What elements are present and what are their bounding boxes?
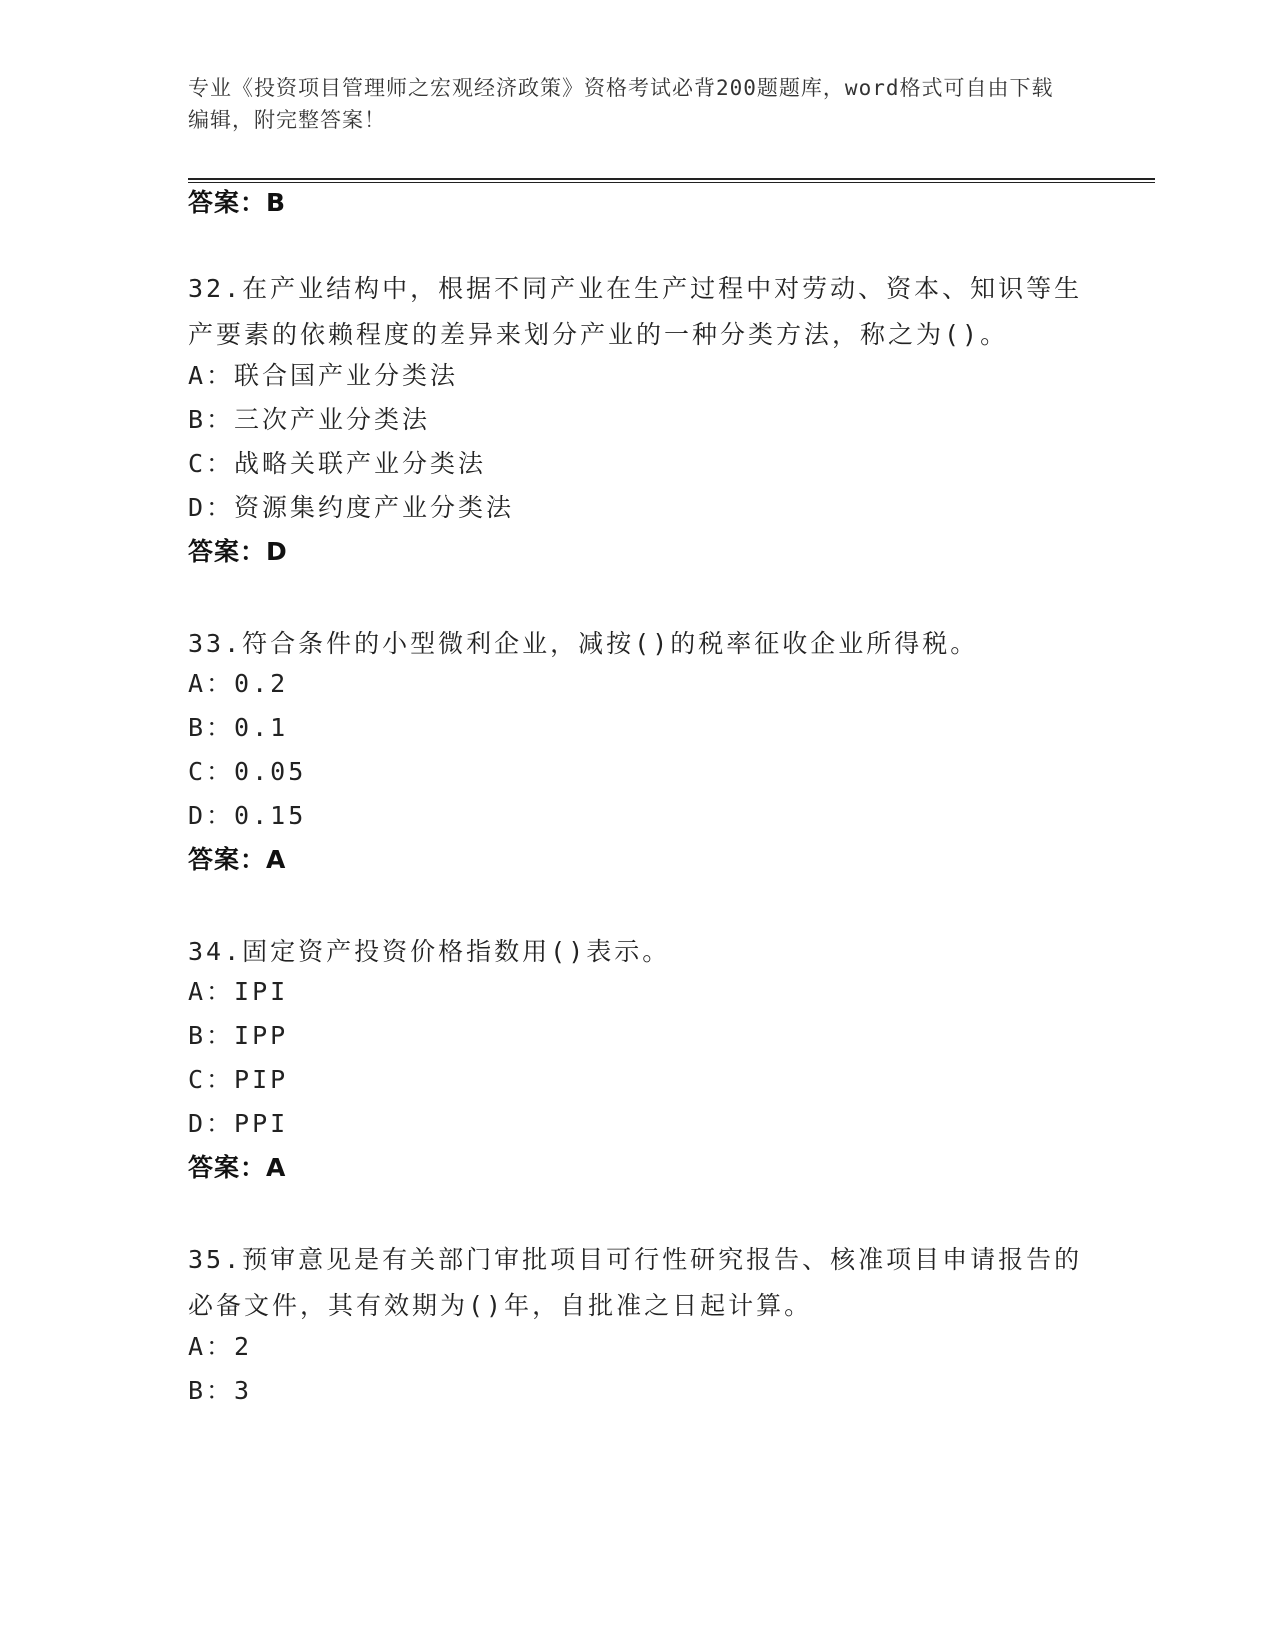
question-35-stem: 35.预审意见是有关部门审批项目可行性研究报告、核准项目申请报告的必备文件，其有效期为()年，自批准之日起计算。 bbox=[188, 1245, 1083, 1320]
question-33-option-a: A：0.2 bbox=[188, 669, 289, 698]
question-34-option-d: D：PPI bbox=[188, 1109, 289, 1138]
question-32-stem: 32.在产业结构中，根据不同产业在生产过程中对劳动、资本、知识等生产要素的依赖程度的差异来划分产业的一种分类方法，称之为()。 bbox=[188, 274, 1083, 349]
question-32-answer: 答案：D bbox=[188, 537, 288, 566]
question-32-option-a: A：联合国产业分类法 bbox=[188, 361, 459, 390]
question-34-option-a: A：IPI bbox=[188, 977, 289, 1006]
header-divider bbox=[188, 178, 1155, 183]
question-32-option-d: D：资源集约度产业分类法 bbox=[188, 493, 515, 522]
question-33-option-c: C：0.05 bbox=[188, 757, 307, 786]
question-34-answer: 答案：A bbox=[188, 1153, 287, 1182]
question-34-option-b: B：IPP bbox=[188, 1021, 289, 1050]
question-32-option-b: B：三次产业分类法 bbox=[188, 405, 431, 434]
question-33-answer: 答案：A bbox=[188, 845, 287, 874]
question-33-option-d: D：0.15 bbox=[188, 801, 307, 830]
question-34-stem: 34.固定资产投资价格指数用()表示。 bbox=[188, 937, 671, 966]
question-35-option-b: B：3 bbox=[188, 1376, 253, 1405]
document-header: 专业《投资项目管理师之宏观经济政策》资格考试必背200题题库，word格式可自由下载编辑，附完整答案！ bbox=[188, 76, 1054, 132]
question-34-option-c: C：PIP bbox=[188, 1065, 289, 1094]
question-33-option-b: B：0.1 bbox=[188, 713, 289, 742]
question-32-option-c: C：战略关联产业分类法 bbox=[188, 449, 487, 478]
question-33-stem: 33.符合条件的小型微利企业，减按()的税率征收企业所得税。 bbox=[188, 629, 979, 658]
previous-answer: 答案：B bbox=[188, 188, 287, 217]
question-35-option-a: A：2 bbox=[188, 1332, 253, 1361]
